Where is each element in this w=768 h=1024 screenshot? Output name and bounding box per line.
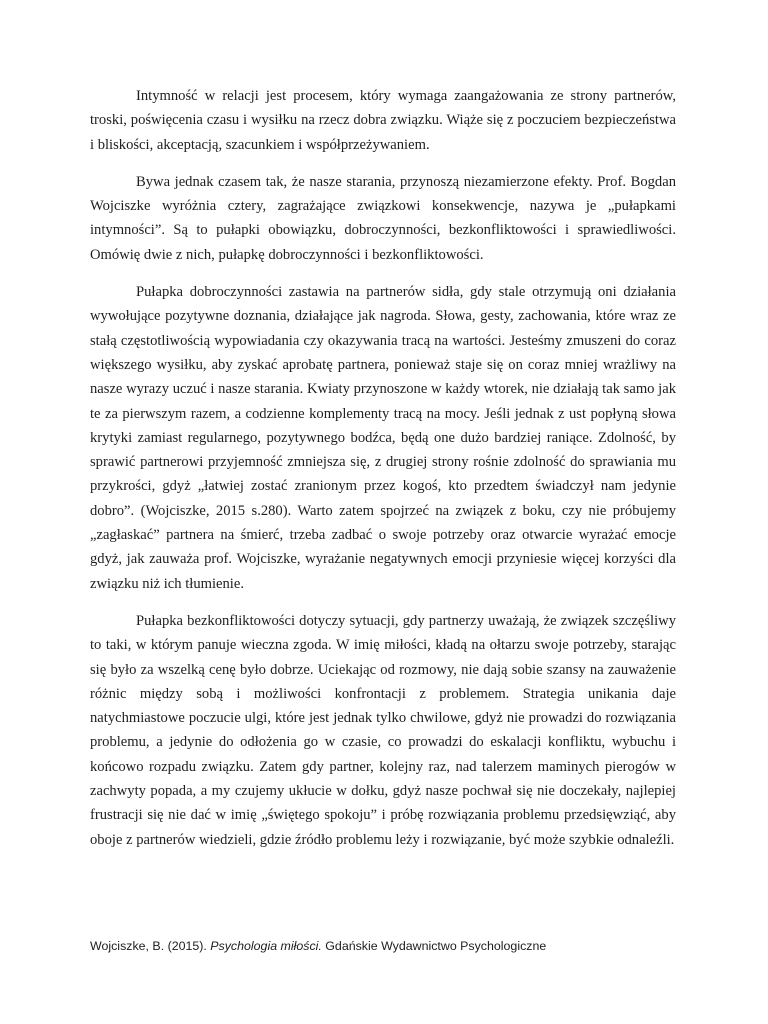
citation-author-year: Wojciszke, B. (2015). xyxy=(90,939,211,953)
footer-citation xyxy=(90,936,730,956)
document-body xyxy=(90,84,676,852)
paragraph-intimacy-intro: Intymność w relacji jest procesem, który wymaga zaangażowania ze strony partnerów, troski, poświęcenia czasu i wysiłku na rzecz dobra związku. Wiąże się z poczuciem bezpieczeństwa i bliskości, akceptacją, szacunkiem i współprzeżywaniem. xyxy=(90,88,676,153)
citation-title: Psychologia miłości. xyxy=(210,939,322,953)
paragraph-conflict-free-trap: Pułapka bezkonfliktowości dotyczy sytuacji, gdy partnerzy uważają, że związek szczęśliwy to taki, w którym panuje wieczna zgoda. W imię miłości, kładą na ołtarzu swoje potrzeby, starając się było za wszelką cenę było dobrze. Uciekając od rozmowy, nie dają sobie szansy na zauważenie różnic między sobą i możliwości konfrontacji z problemem. Strategia unikania daje natychmiastowe poczucie ulgi, które jest jednak tylko chwilowe, gdyż nie prowadzi do rozwiązania problemu, a jedynie do odłożenia go w czasie, co prowadzi do eskalacji konfliktu, wybuchu i końcowo rozpadu związku. Zatem gdy partner, kolejny raz, nad talerzem maminych pierogów w zachwyty popada, a my czujemy ukłucie w dołku, gdyż nasze pochwał się nie doczekały, najlepiej frustracji się nie dać w imię „świętego spokoju” i próbę rozwiązania problemu przedsięwziąć, aby oboje z partnerów wiedzieli, gdzie źródło problemu leży i rozwiązanie, być może szybkie odnaleźli. xyxy=(90,612,676,848)
citation-publisher: Gdańskie Wydawnictwo Psychologiczne xyxy=(321,939,547,953)
paragraph-intimacy-traps: Bywa jednak czasem tak, że nasze starania, przynoszą niezamierzone efekty. Prof. Bogdan Wojciszke wyróżnia cztery, zagrażające związkowi konsekwencje, nazywa je „pułapkami intymności”. Są to pułapki obowiązku, dobroczynności, bezkonfliktowości i sprawiedliwości. Omówię dwie z nich, pułapkę dobroczynności i bezkonfliktowości. xyxy=(90,173,676,263)
paragraph-benevolence-trap: Pułapka dobroczynności zastawia na partnerów sidła, gdy stale otrzymują oni działania wywołujące pozytywne doznania, działające jak nagroda. Słowa, gesty, zachowania, które wraz ze stałą częstotliwością wypowiadania czy okazywania tracą na wartości. Jesteśmy zmuszeni do coraz większego wysiłku, aby zyskać aprobatę partnera, ponieważ staje się on coraz mniej wrażliwy na nasze wyrazy uczuć i nasze starania. Kwiaty przynoszone w każdy wtorek, nie działają tak samo jak te za pierwszym razem, a codzienne komplementy tracą na mocy. Jeśli jednak z ust popłyną słowa krytyki zamiast regularnego, pozytywnego bodźca, będą one dużo bardziej raniące. Zdolność, by sprawić partnerowi przyjemność zmniejsza się, z drugiej strony rośnie zdolność do sprawiania mu przykrości, gdyż „łatwiej zostać zranionym przez kogoś, kto przedtem świadczył nam jedynie dobro”. (Wojciszke, 2015 s.280). Warto zatem spojrzeć na związek z boku, czy nie próbujemy „zagłaskać” partnera na śmierć, trzeba zadbać o swoje potrzeby oraz otwarcie wyrażać emocje gdyż, jak zauważa prof. Wojciszke, wyrażanie negatywnych emocji przyniesie więcej korzyści dla związku niż ich tłumienie. xyxy=(90,284,676,592)
